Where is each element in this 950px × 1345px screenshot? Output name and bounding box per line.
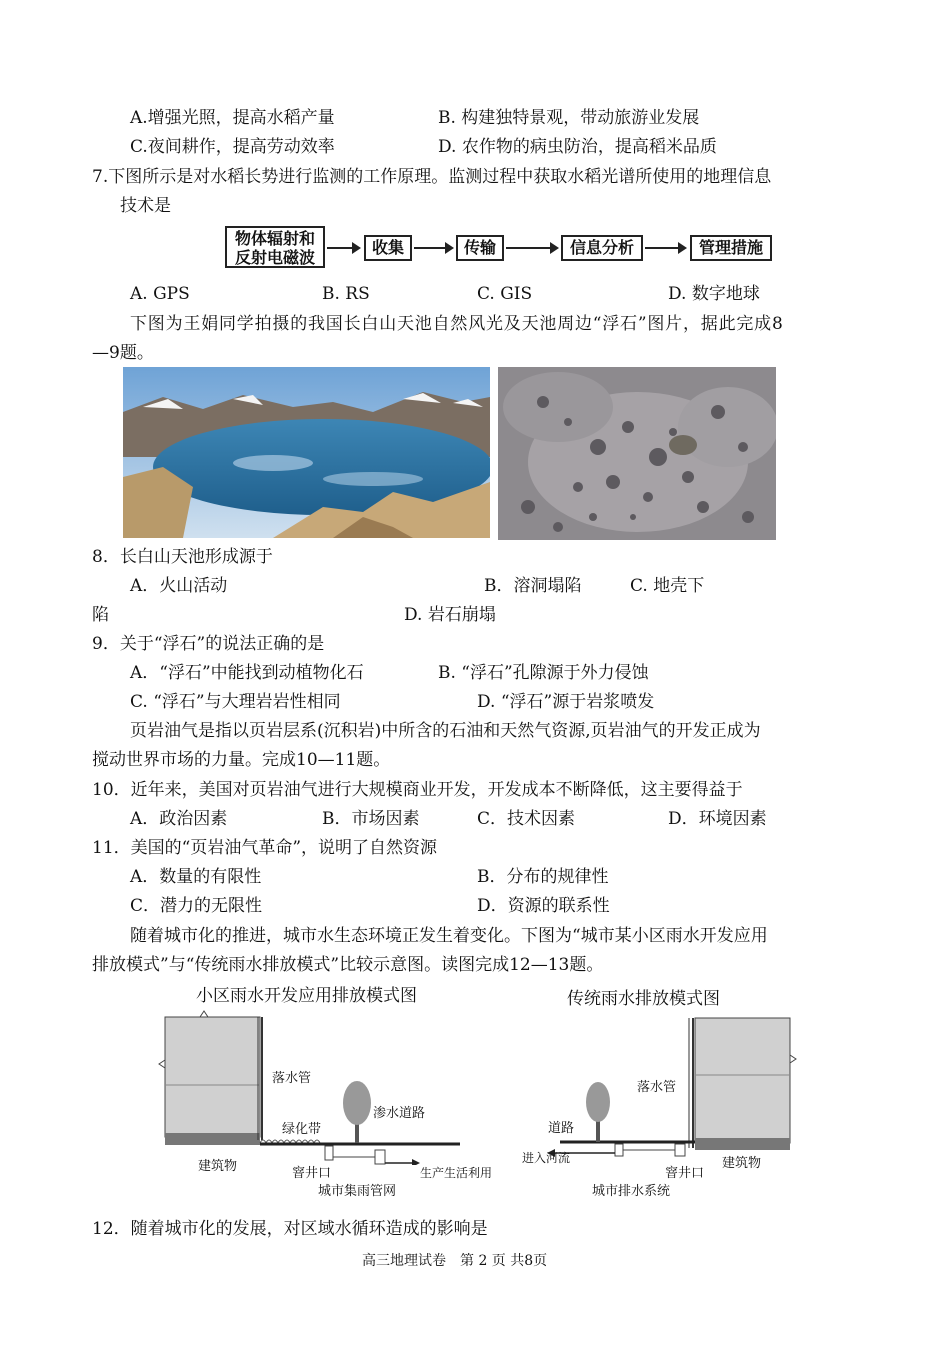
q7-option-b: B. RS xyxy=(322,284,370,304)
intro-8-9-line1: 下图为王娟同学拍摄的我国长白山天池自然风光及天池周边“浮石”图片，据此完成8 xyxy=(130,314,784,334)
intro-10-11-line2: 搅动世界市场的力量。完成10—11题。 xyxy=(92,750,391,770)
left-building-label: 建筑物 xyxy=(198,1159,238,1174)
flow-box-transmit: 传输 xyxy=(456,235,504,261)
q10-option-b: B．市场因素 xyxy=(322,809,420,829)
intro-8-9-line2: —9题。 xyxy=(92,343,154,363)
left-manhole-label: 窨井口 xyxy=(292,1166,332,1181)
q10-option-a: A．政治因素 xyxy=(130,809,228,829)
q7-option-d: D. 数字地球 xyxy=(668,284,760,304)
q9-stem: 9．关于“浮石”的说法正确的是 xyxy=(92,634,325,654)
q10-stem: 10．近年来，美国对页岩油气进行大规模商业开发，开发成本不断降低，这主要得益于 xyxy=(92,780,743,800)
q9-option-a: A．“浮石”中能找到动植物化石 xyxy=(130,663,364,683)
intro-12-13-line2: 排放模式”与“传统雨水排放模式”比较示意图。读图完成12—13题。 xyxy=(92,955,604,975)
q8-option-a: A．火山活动 xyxy=(130,576,228,596)
collection-network-label: 城市集雨管网 xyxy=(318,1184,397,1199)
q11-option-b: B．分布的规律性 xyxy=(477,867,609,887)
right-building-label: 建筑物 xyxy=(722,1156,762,1171)
right-diagram-title: 传统雨水排放模式图 xyxy=(567,989,720,1009)
flow-box-management: 管理措施 xyxy=(690,235,772,261)
q11-option-d: D．资源的联系性 xyxy=(477,896,610,916)
q8-stem: 8．长白山天池形成源于 xyxy=(92,547,273,567)
pumice-stone-photo xyxy=(498,367,776,540)
q7-option-c: C. GIS xyxy=(477,284,533,304)
q10-option-d: D．环境因素 xyxy=(668,809,767,829)
flow-box-collect: 收集 xyxy=(364,235,412,261)
left-downpipe-label: 落水管 xyxy=(272,1071,312,1086)
q7-option-a: A. GPS xyxy=(130,284,190,304)
q11-option-a: A．数量的有限性 xyxy=(130,867,262,887)
flow-box-analysis: 信息分析 xyxy=(561,235,643,261)
q10-option-c: C．技术因素 xyxy=(477,809,576,829)
to-river-label: 进入河流 xyxy=(522,1151,571,1165)
page-footer: 高三地理试卷 第 2 页 共8页 xyxy=(362,1253,548,1269)
q8-option-c-continued: 陷 xyxy=(92,605,109,625)
q6-option-a: A.增强光照，提高水稻产量 xyxy=(130,108,335,128)
q9-option-d: D. “浮石”源于岩浆喷发 xyxy=(477,692,655,712)
tianchi-lake-photo xyxy=(123,367,490,538)
q7-stem-line2: 技术是 xyxy=(120,196,171,216)
right-downpipe-label: 落水管 xyxy=(637,1080,677,1095)
q9-option-c: C. “浮石”与大理岩岩性相同 xyxy=(130,692,341,712)
flow-box-radiation: 物体辐射和 反射电磁波 xyxy=(225,226,325,268)
flow-arrow xyxy=(506,247,557,249)
flow-arrow xyxy=(414,247,452,249)
drainage-system-label: 城市排水系统 xyxy=(592,1184,671,1199)
q6-option-b: B. 构建独特景观，带动旅游业发展 xyxy=(438,108,700,128)
permeable-road-label: 渗水道路 xyxy=(373,1106,426,1121)
green-belt-label: 绿化带 xyxy=(282,1122,322,1137)
reuse-label: 生产生活利用 xyxy=(420,1166,493,1180)
q6-option-d: D. 农作物的病虫防治，提高稻米品质 xyxy=(438,137,717,157)
q8-option-c: C. 地壳下 xyxy=(630,576,705,596)
q12-stem: 12．随着城市化的发展，对区域水循环造成的影响是 xyxy=(92,1219,488,1239)
intro-10-11-line1: 页岩油气是指以页岩层系(沉积岩)中所含的石油和天然气资源,页岩油气的开发正成为 xyxy=(130,721,761,741)
q8-option-d: D. 岩石崩塌 xyxy=(404,605,496,625)
intro-12-13-line1: 随着城市化的推进，城市水生态环境正发生着变化。下图为“城市某小区雨水开发应用 xyxy=(130,926,768,946)
q7-stem-line1: 7.下图所示是对水稻长势进行监测的工作原理。监测过程中获取水稻光谱所使用的地理信息 xyxy=(92,167,772,187)
q11-option-c: C．潜力的无限性 xyxy=(130,896,263,916)
road-label: 道路 xyxy=(548,1121,575,1136)
right-manhole-label: 窨井口 xyxy=(665,1166,705,1181)
left-diagram-title: 小区雨水开发应用排放模式图 xyxy=(196,986,417,1006)
flow-arrow xyxy=(327,247,359,249)
flow-arrow xyxy=(645,247,685,249)
q11-stem: 11．美国的“页岩油气革命”，说明了自然资源 xyxy=(92,838,438,858)
q6-option-c: C.夜间耕作，提高劳动效率 xyxy=(130,137,335,157)
q8-option-b: B．溶洞塌陷 xyxy=(484,576,582,596)
q9-option-b: B. “浮石”孔隙源于外力侵蚀 xyxy=(438,663,649,683)
